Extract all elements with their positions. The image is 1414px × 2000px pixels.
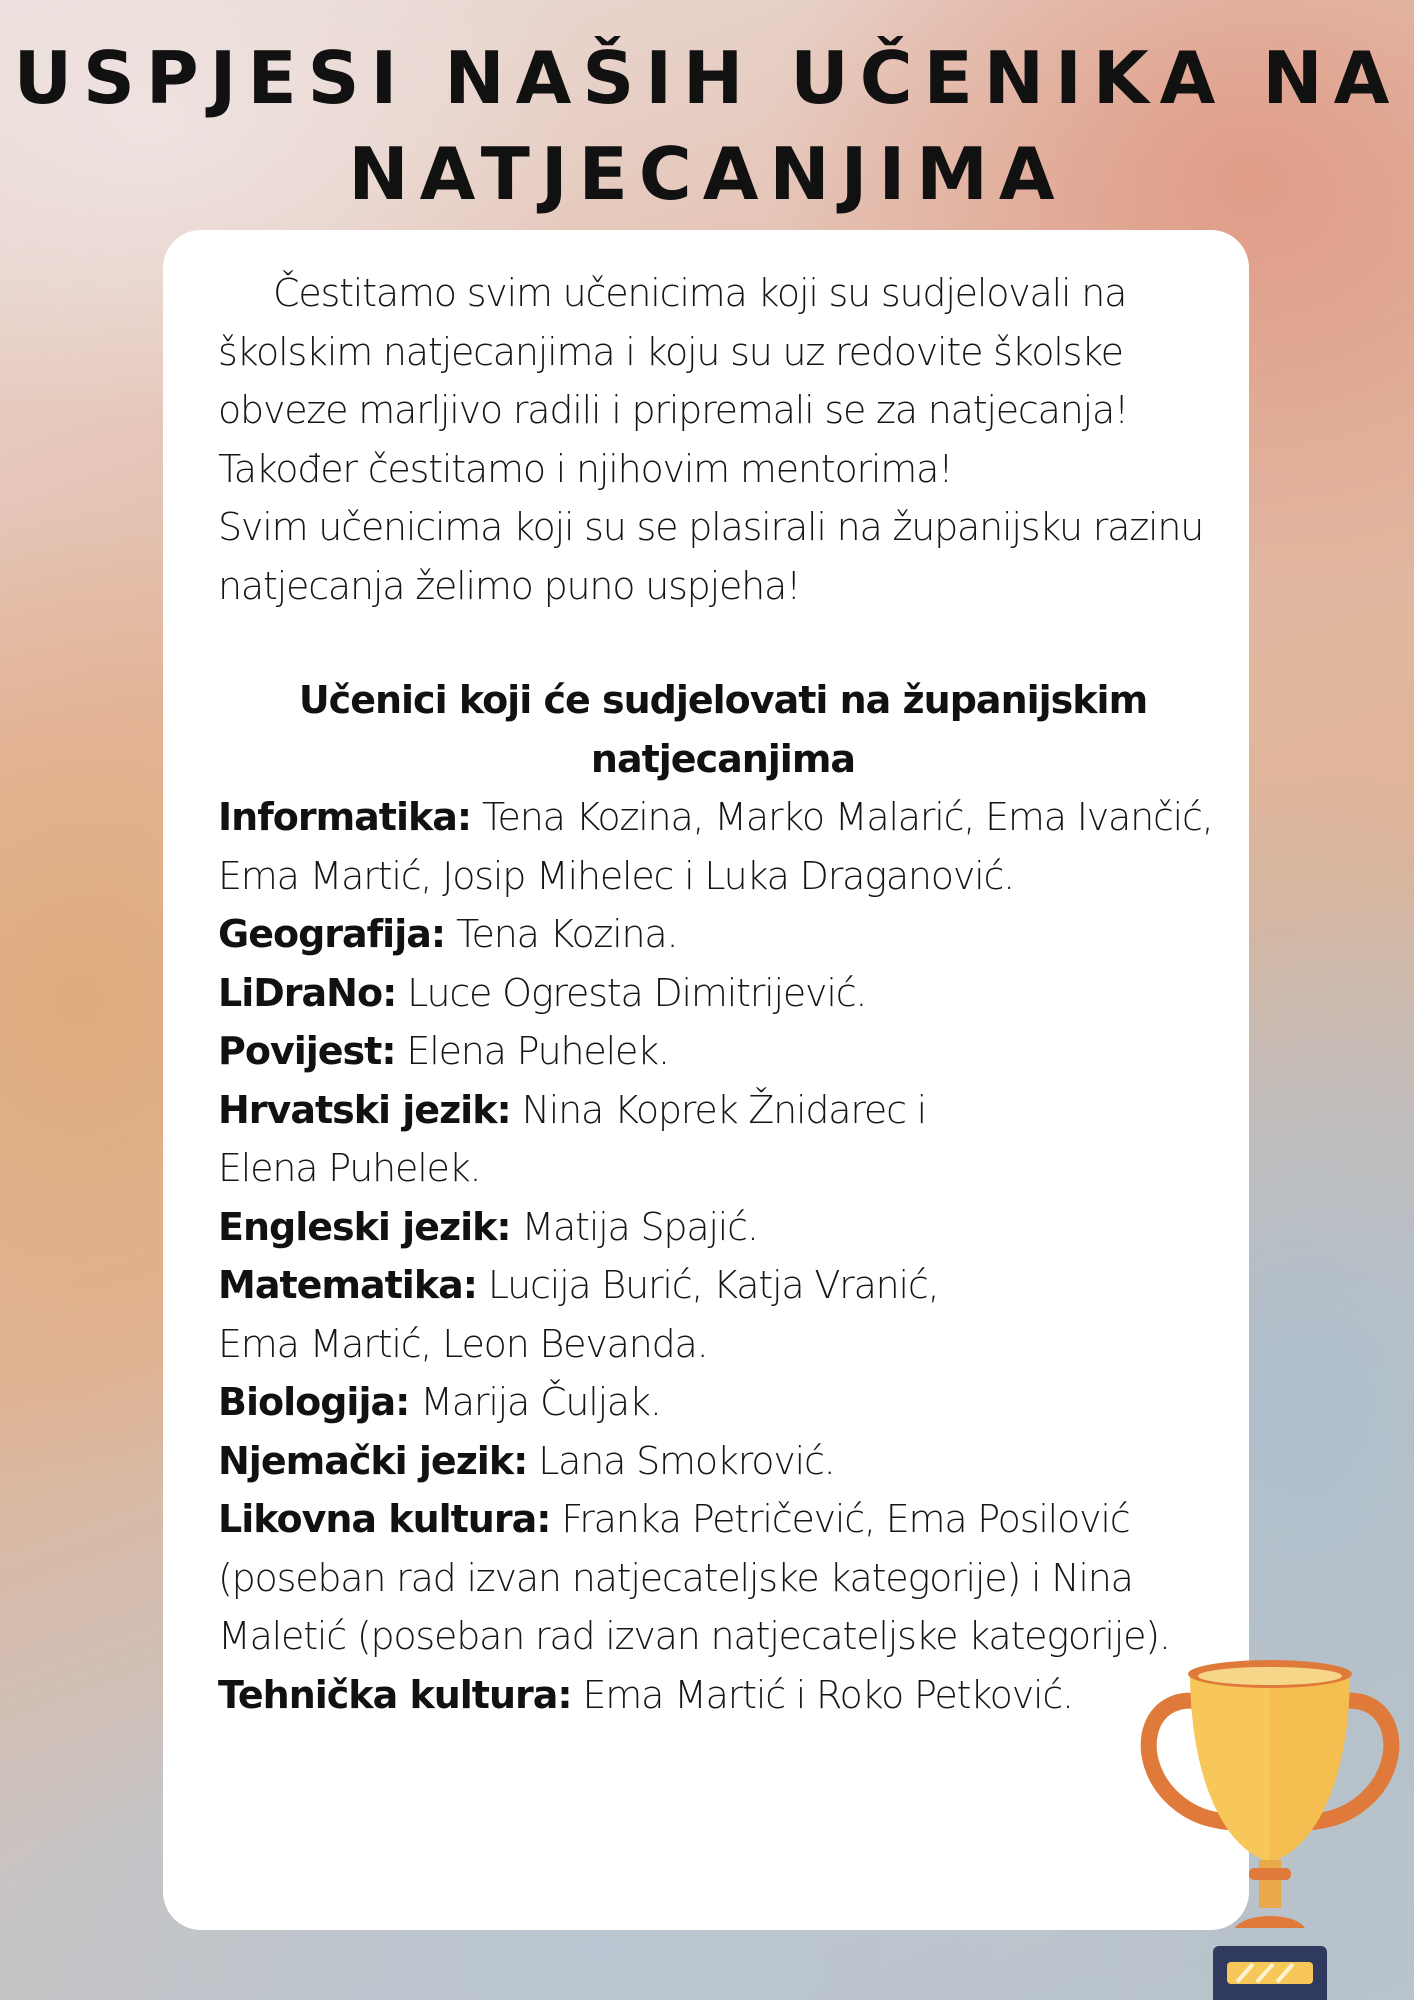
list-item <box>218 1022 1228 1081</box>
student-names: Lucija Burić, Katja Vranić, Ema Martić, Leon Bevanda. <box>218 1263 939 1366</box>
content-card <box>163 230 1249 1930</box>
list-item <box>218 905 1228 964</box>
subject-label: Njemački jezik: <box>218 1438 528 1483</box>
intro-paragraph: Čestitamo svim učenicima koji su sudjelovali na školskim natjecanjima i koju su uz redovite školske obveze marljivo radili i pripremali se za natjecanja! <box>218 271 1129 432</box>
intro-text <box>218 264 1228 615</box>
list-item <box>218 1198 1228 1257</box>
student-names: Franka Petričević, Ema Posilović (poseban rad izvan natjecateljske kategorije) i Nina Maletić (poseban rad izvan natjecateljske kategorije). <box>218 1497 1170 1658</box>
list-item <box>218 1373 1228 1432</box>
subject-label: LiDraNo: <box>218 970 397 1015</box>
intro-paragraph: Također čestitamo i njihovim mentorima! <box>218 446 953 491</box>
student-names: Elena Puhelek. <box>406 1029 669 1073</box>
list-item <box>218 1666 1228 1725</box>
student-names: Luce Ogresta Dimitrijević. <box>407 970 867 1015</box>
list-item <box>218 1081 998 1198</box>
subject-label: Likovna kultura: <box>218 1497 551 1541</box>
list-item <box>218 964 1228 1023</box>
subject-label: Tehnička kultura: <box>218 1672 572 1717</box>
student-names: Nina Koprek Žnidarec i Elena Puhelek. <box>218 1087 927 1190</box>
intro-paragraph: Svim učenicima koji su se plasirali na županijsku razinu natjecanja želimo puno uspjeha! <box>218 505 1204 608</box>
student-names: Tena Kozina, Marko Malarić, Ema Ivančić, Ema Martić, Josip Mihelec i Luka Draganović. <box>218 795 1213 898</box>
subject-label: Informatika: <box>218 795 472 839</box>
student-names: Marija Čuljak. <box>420 1380 661 1424</box>
list-item <box>218 1256 1008 1373</box>
competition-list <box>218 788 1228 1724</box>
list-item <box>218 1490 1228 1666</box>
subject-label: Engleski jezik: <box>218 1204 511 1249</box>
student-names: Ema Martić i Roko Petković. <box>582 1672 1073 1717</box>
student-names: Lana Smokrović. <box>538 1438 835 1483</box>
list-item <box>218 1432 1228 1491</box>
list-item <box>218 788 1228 905</box>
subject-label: Hrvatski jezik: <box>218 1087 511 1132</box>
subject-label: Povijest: <box>218 1029 396 1073</box>
subject-label: Geografija: <box>218 912 446 956</box>
page-title: USPJESI NAŠIH UČENIKA NA NATJECANJIMA <box>13 36 1401 216</box>
student-names: Matija Spajić. <box>521 1204 758 1249</box>
subject-label: Biologija: <box>218 1380 410 1424</box>
student-names: Tena Kozina. <box>455 912 678 956</box>
trophy-icon <box>1135 1650 1405 2000</box>
section-heading: Učenici koji će sudjelovati na županijskim natjecanjima <box>298 678 1148 781</box>
card-content <box>218 264 1228 1724</box>
subject-label: Matematika: <box>218 1263 477 1307</box>
